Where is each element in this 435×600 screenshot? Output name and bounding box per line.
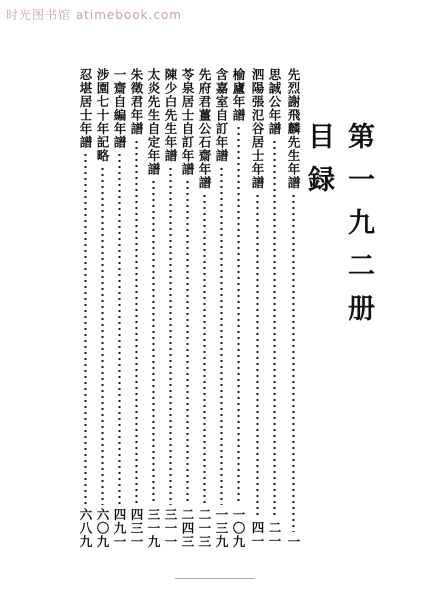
toc-entry-page: 一 xyxy=(286,534,301,548)
dot-leader xyxy=(273,139,276,519)
toc-entry-page: 三一九 xyxy=(146,507,161,548)
toc-entry-title: 一齋自編年譜 xyxy=(112,68,127,149)
toc-entry-title: 思誠公年譜 xyxy=(267,68,282,136)
toc-entry[interactable] xyxy=(144,68,162,548)
toc-entry-page: 四三一 xyxy=(129,507,144,548)
toc-entry-title: 苓泉居士自訂年譜 xyxy=(180,68,195,176)
toc-entry-title: 忍堪居士年譜 xyxy=(78,68,93,149)
bottom-rule xyxy=(175,578,255,579)
toc-entry-title: 含嘉室自訂年譜 xyxy=(214,68,229,163)
dot-leader xyxy=(169,166,172,505)
toc-entry-page: 二一三 xyxy=(197,507,212,548)
toc-entry-page: 六〇九 xyxy=(95,507,110,548)
toc-entry[interactable] xyxy=(161,68,179,548)
toc-entry-title: 涉園七十年記略 xyxy=(95,68,110,163)
toc-entry-page: 二一 xyxy=(267,521,282,548)
toc-entry-page: 一〇九 xyxy=(231,507,246,548)
toc-entry-title: 泗陽張氾谷居士年譜 xyxy=(250,68,265,190)
toc-entry[interactable] xyxy=(110,68,128,548)
toc-entry-page: 三一一 xyxy=(163,507,178,548)
dot-leader xyxy=(101,166,104,505)
toc-entry-title: 陳少白先生年譜 xyxy=(163,68,178,163)
toc-entry[interactable] xyxy=(265,68,283,548)
dot-leader xyxy=(237,125,240,505)
toc-entry[interactable] xyxy=(248,68,266,548)
dot-leader xyxy=(186,179,189,505)
toc-entry[interactable] xyxy=(212,68,230,548)
toc-entry-page: 四九一 xyxy=(112,507,127,548)
toc-entry[interactable] xyxy=(284,68,302,548)
toc-entry-page: 一三九 xyxy=(214,507,229,548)
toc-entry-title: 先烈謝飛麟先生年譜 xyxy=(286,68,301,190)
toc-entry-title: 朱徵君年譜 xyxy=(129,68,144,136)
dot-leader xyxy=(84,152,87,505)
dot-leader xyxy=(135,139,138,505)
dot-leader xyxy=(152,179,155,505)
toc-entry[interactable] xyxy=(76,68,94,548)
dot-leader xyxy=(203,193,206,505)
toc-entry[interactable] xyxy=(178,68,196,548)
dot-leader xyxy=(256,193,259,519)
toc-entry-title: 太炎先生自定年譜 xyxy=(146,68,161,176)
page-title: 第一九二册目録 xyxy=(303,122,374,337)
dot-leader xyxy=(118,152,121,505)
watermark: 时光图书馆 atimebook.com xyxy=(6,8,182,22)
dot-leader xyxy=(220,166,223,505)
toc-entry-title: 先府君薑公石齋年譜 xyxy=(197,68,212,190)
dot-leader xyxy=(292,193,295,532)
toc-entry-page: 二四三 xyxy=(180,507,195,548)
toc-entry[interactable] xyxy=(229,68,247,548)
toc-entry-page: 六八九 xyxy=(78,507,93,548)
toc-entry-page: 四一 xyxy=(250,521,265,548)
toc-entry[interactable] xyxy=(195,68,213,548)
toc-entry-title: 榆廬年譜 xyxy=(231,68,246,122)
toc-entry[interactable] xyxy=(127,68,145,548)
toc-entry[interactable] xyxy=(93,68,111,548)
